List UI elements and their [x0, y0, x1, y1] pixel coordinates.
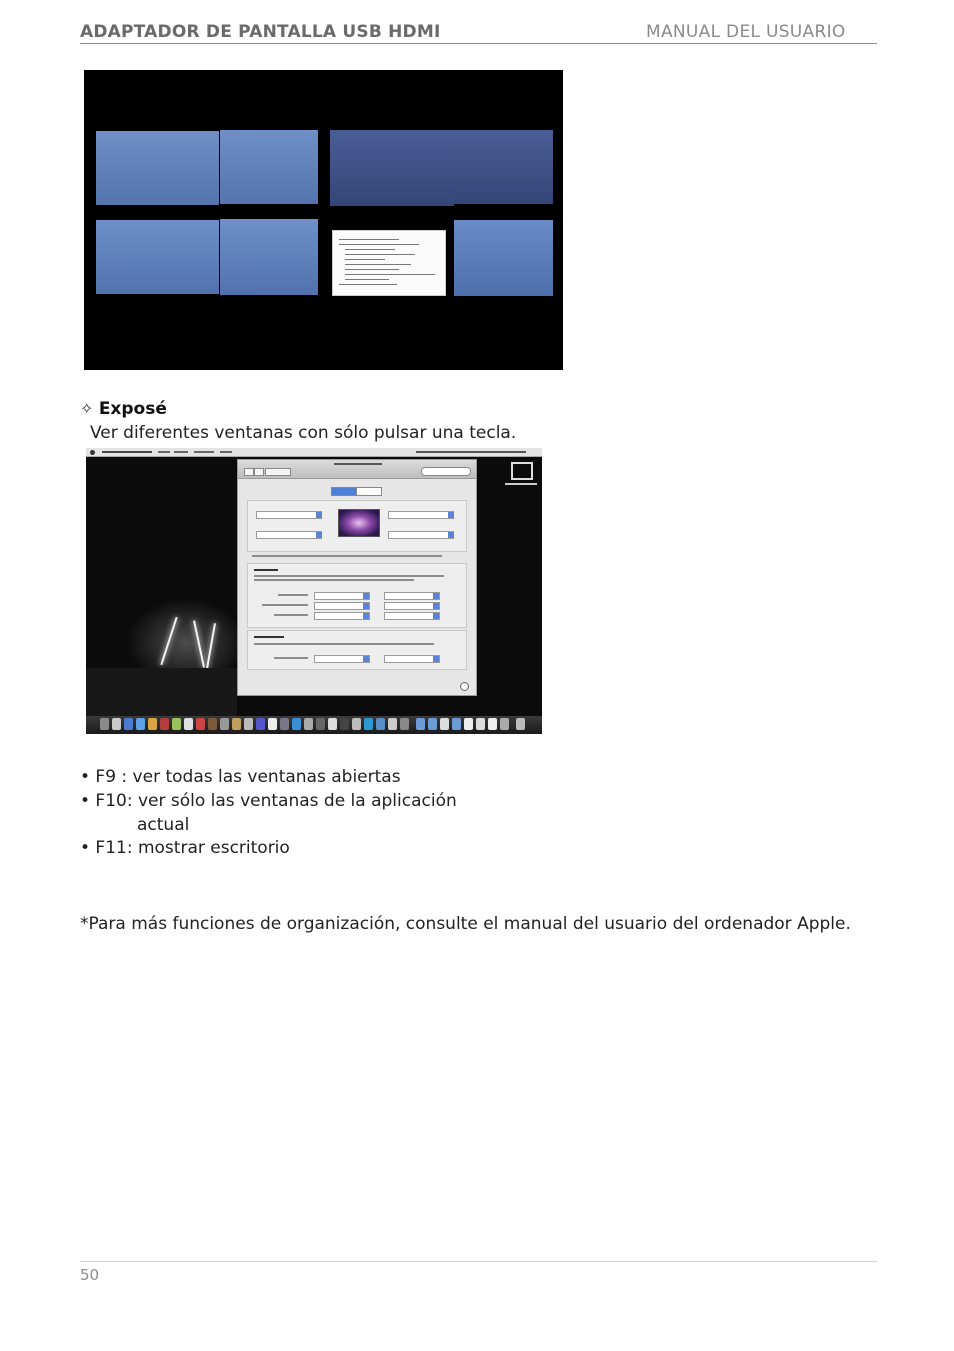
document-window-thumbnail — [332, 230, 446, 296]
dock-app-icon — [148, 718, 157, 730]
dock-app-icon — [232, 718, 241, 730]
dock-app-icon — [376, 718, 385, 730]
dock-app-icon — [244, 718, 253, 730]
window-thumbnail — [220, 219, 318, 295]
dock-app-icon — [304, 718, 313, 730]
window-thumbnail — [96, 131, 219, 205]
header-divider — [80, 43, 877, 44]
dock-folder-icon — [488, 718, 497, 730]
expose-settings-screenshot — [86, 448, 542, 734]
spaces-screenshot — [84, 70, 563, 370]
dock-app-icon — [172, 718, 181, 730]
dock-folder-icon — [476, 718, 485, 730]
window-thumbnail — [220, 130, 318, 204]
space-bottom-right — [328, 218, 556, 298]
apple-menu-icon — [90, 450, 95, 455]
dock-folder-icon — [452, 718, 461, 730]
dock-folder-icon — [428, 718, 437, 730]
header-manual-title: MANUAL DEL USUARIO — [646, 22, 846, 42]
help-icon — [460, 682, 469, 691]
dock-folder-icon — [464, 718, 473, 730]
dock-app-icon — [292, 718, 301, 730]
header-product-title: ADAPTADOR DE PANTALLA USB HDMI — [80, 22, 441, 42]
dock-app-icon — [196, 718, 205, 730]
expose-title: Exposé — [98, 399, 167, 419]
dock-app-icon — [316, 718, 325, 730]
footnote-apple-manual: *Para más funciones de organización, consulte el manual del usuario del ordenador Apple. — [80, 914, 851, 934]
dashboard-panel — [247, 630, 467, 670]
dock-app-icon — [268, 718, 277, 730]
shortcut-f9: • F9 : ver todas las ventanas abiertas — [80, 767, 401, 787]
dock-app-icon — [220, 718, 229, 730]
dock-app-icon — [124, 718, 133, 730]
tab-expose — [331, 487, 357, 496]
shortcut-f10: • F10: ver sólo las ventanas de la aplicación — [80, 791, 457, 811]
dock-app-icon — [112, 718, 121, 730]
dock-folder-icon — [440, 718, 449, 730]
shortcut-f10-continuation: actual — [137, 815, 190, 835]
expose-shortcuts-panel — [247, 563, 467, 628]
space-top-right — [328, 128, 556, 208]
window-thumbnail — [454, 130, 553, 204]
galaxy-preview-image — [338, 509, 380, 537]
shortcut-f11: • F11: mostrar escritorio — [80, 838, 290, 858]
desktop-file-icon — [511, 462, 533, 480]
dock-app-icon — [388, 718, 397, 730]
four-point-star-icon: ✧ — [80, 399, 94, 418]
space-bottom-left — [92, 218, 322, 296]
footer-divider — [80, 1261, 877, 1262]
trash-icon — [516, 718, 525, 730]
dock-app-icon — [160, 718, 169, 730]
dock-app-icon — [400, 718, 409, 730]
dock-app-icon — [280, 718, 289, 730]
dock-app-icon — [328, 718, 337, 730]
preferences-titlebar — [238, 460, 476, 479]
dock-app-icon — [364, 718, 373, 730]
expose-description: Ver diferentes ventanas con sólo pulsar una tecla. — [90, 423, 517, 443]
menu-bar — [86, 448, 542, 457]
dock-app-icon — [208, 718, 217, 730]
dock-folder-icon — [416, 718, 425, 730]
tab-spaces — [356, 487, 382, 496]
expose-spaces-preferences-window — [237, 459, 477, 696]
dock-app-icon — [340, 718, 349, 730]
window-thumbnail — [454, 220, 553, 296]
dock-app-icon — [184, 718, 193, 730]
dock-app-icon — [136, 718, 145, 730]
dock-app-icon — [256, 718, 265, 730]
dock-folder-icon — [500, 718, 509, 730]
window-thumbnail — [330, 130, 454, 206]
window-thumbnail — [96, 220, 219, 294]
page-number: 50 — [80, 1266, 100, 1284]
dock-app-icon — [352, 718, 361, 730]
expose-heading — [80, 399, 167, 419]
finder-icon — [100, 718, 109, 730]
space-top-left — [92, 128, 322, 208]
